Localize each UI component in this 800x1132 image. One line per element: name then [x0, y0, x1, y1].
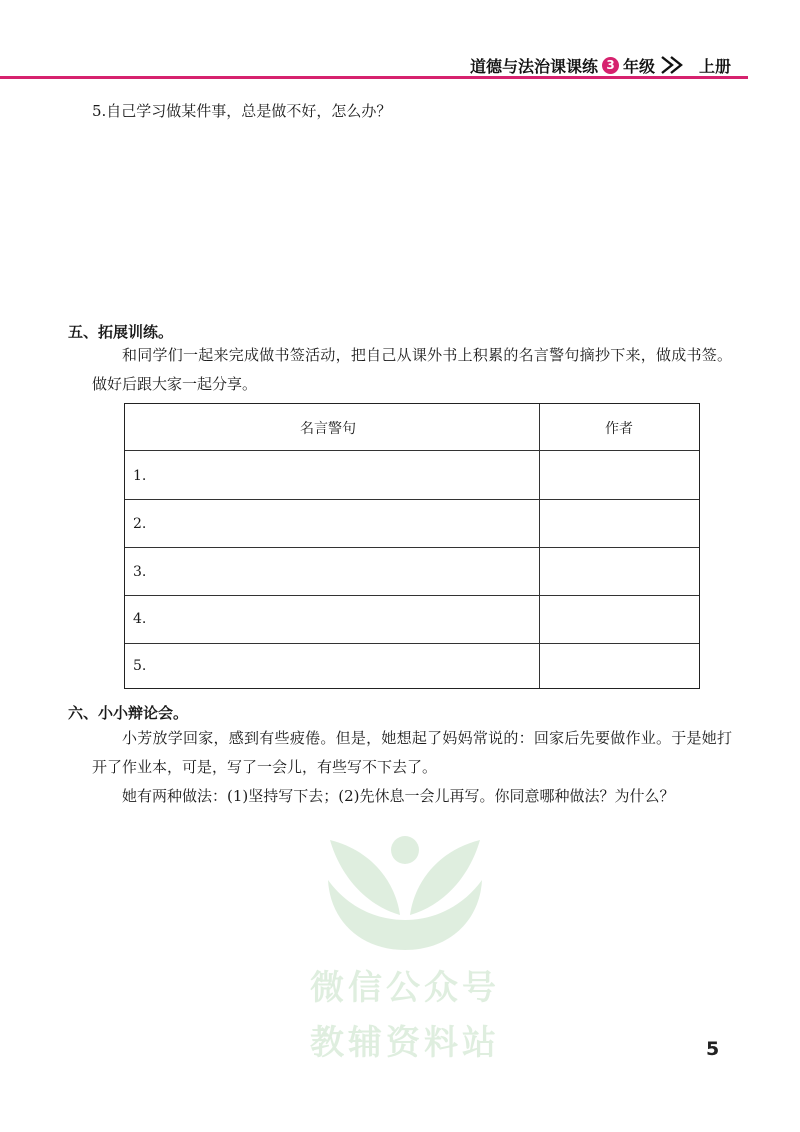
row-number: 5. [133, 658, 147, 674]
watermark-line-1: 微信公众号 [310, 968, 500, 1008]
section-6-paragraph-2: 她有两种做法：(1)坚持写下去；(2)先休息一会儿再写。你同意哪种做法？为什么？ [122, 787, 675, 805]
section-6-paragraph-1: 小芳放学回家，感到有些疲倦。但是，她想起了妈妈常说的：回家后先要做作业。于是她打开了作业本，可是，写了一会儿，有些写不下去了。 [92, 729, 732, 776]
section-6-title: 六、小小辩论会。 [68, 704, 189, 722]
table-row [125, 643, 699, 688]
table-row [125, 499, 699, 547]
section-5-paragraph: 和同学们一起来完成做书签活动，把自己从课外书上积累的名言警句摘抄下来，做成书签。做好后跟大家一起分享。 [92, 346, 732, 393]
table-row [125, 595, 699, 643]
running-header [470, 54, 731, 76]
question-5: 5.自己学习做某件事，总是做不好，怎么办？ [92, 102, 392, 120]
row-number: 3. [133, 564, 147, 580]
table-row [125, 450, 699, 499]
page-number: 5 [706, 1038, 720, 1060]
double-chevron-icon [659, 55, 695, 75]
book-title: 道德与法治课课练 [470, 56, 599, 76]
row-number: 4. [133, 611, 147, 627]
volume-label: 上册 [699, 56, 732, 76]
watermark-line-2: 教辅资料站 [310, 1023, 500, 1063]
sprout-logo-icon [300, 810, 510, 960]
watermark [300, 810, 510, 1070]
grade-label: 年级 [623, 56, 656, 76]
row-number: 2. [133, 516, 147, 532]
section-5-title: 五、拓展训练。 [68, 323, 174, 341]
quotes-table [124, 403, 700, 689]
grade-number-badge: 3 [602, 57, 619, 74]
table-header-author: 作者 [605, 421, 633, 437]
table-row [125, 547, 699, 595]
row-number: 1. [133, 468, 147, 484]
table-header-quote: 名言警句 [300, 421, 356, 437]
